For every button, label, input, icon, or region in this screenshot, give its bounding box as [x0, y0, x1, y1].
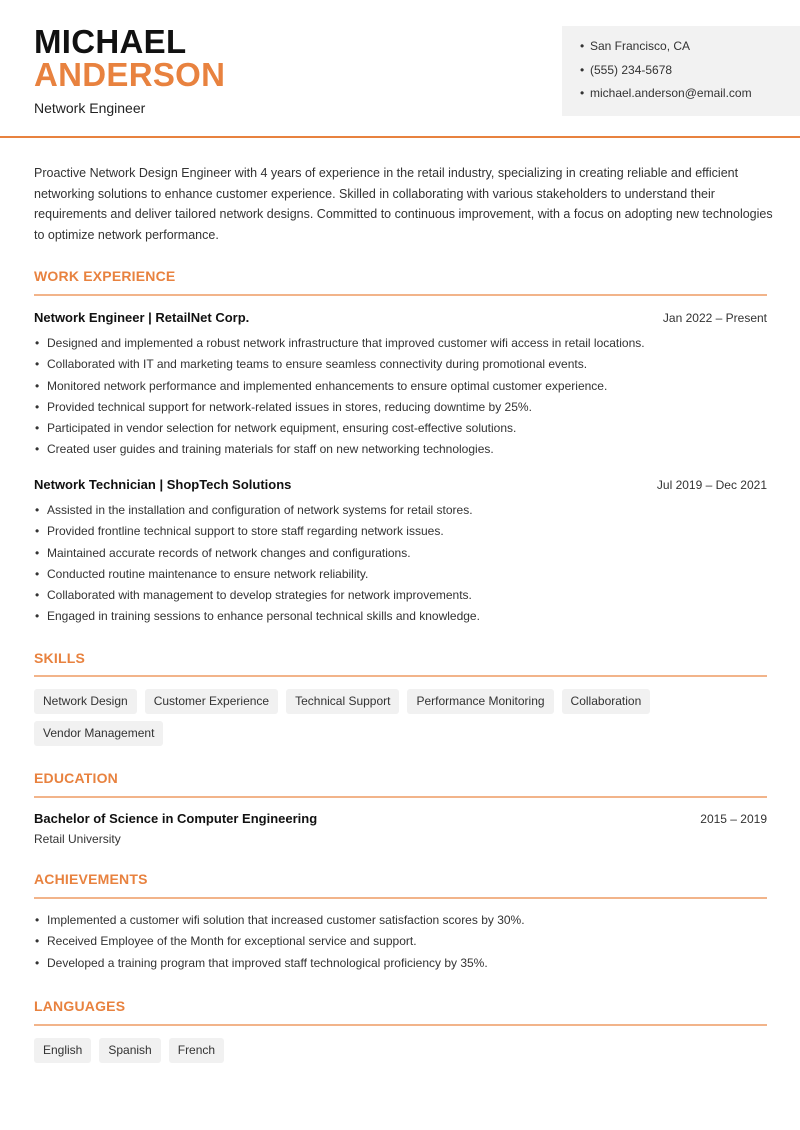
contact-location: • San Francisco, CA	[580, 36, 800, 60]
skills-tags	[34, 689, 774, 746]
summary-paragraph: Proactive Network Design Engineer with 4 years of experience in the retail industry, specializing in creating reliable and efficient networking solutions to enhance customer experience. Skilled in collaborating with various stakeholders to understand their requirements and deliver tailored network designs. Committed to continuous improvement, with a focus on adopting new technologies to optimize network performance.	[34, 166, 773, 243]
contact-box	[562, 26, 800, 116]
section-title-languages: LANGUAGES	[34, 998, 126, 1014]
education-dates: 2015 – 2019	[700, 812, 767, 826]
list-item: • Conducted routine maintenance to ensure network reliability.	[34, 564, 767, 585]
section-title-achievements: ACHIEVEMENTS	[34, 871, 148, 887]
section-title-education: EDUCATION	[34, 770, 118, 786]
list-item: • Assisted in the installation and configuration of network systems for retail stores.	[34, 500, 767, 521]
list-item: • Designed and implemented a robust network infrastructure that improved customer wifi access in retail locations.	[34, 333, 767, 354]
job-bullets	[34, 500, 767, 628]
education-degree: Bachelor of Science in Computer Engineering	[34, 811, 318, 826]
skill-tag: Network Design	[34, 689, 137, 714]
language-tags	[34, 1038, 774, 1063]
last-name: ANDERSON	[34, 56, 226, 93]
section-divider	[34, 1024, 767, 1026]
list-item: • Collaborated with management to develop strategies for network improvements.	[34, 585, 767, 606]
list-item: • Collaborated with IT and marketing teams to ensure seamless connectivity during promotional events.	[34, 354, 767, 375]
job-dates: Jul 2019 – Dec 2021	[656, 478, 767, 492]
job-dates: Jan 2022 – Present	[662, 311, 767, 325]
skill-tag: Technical Support	[286, 689, 399, 714]
job-heading: Network Technician | ShopTech Solutions	[34, 477, 292, 492]
skill-tag: Collaboration	[562, 689, 651, 714]
section-divider	[34, 897, 767, 899]
skill-tag: Vendor Management	[34, 721, 163, 746]
language-tag: Spanish	[99, 1038, 160, 1063]
list-item: • Maintained accurate records of network changes and configurations.	[34, 543, 767, 564]
skill-tag: Performance Monitoring	[407, 689, 553, 714]
language-tag: French	[169, 1038, 224, 1063]
section-title-skills: SKILLS	[34, 650, 85, 666]
achievement-bullets	[34, 910, 767, 974]
contact-email: • michael.anderson@email.com	[580, 83, 800, 107]
skill-tag: Customer Experience	[145, 689, 278, 714]
section-title-work: WORK EXPERIENCE	[34, 268, 176, 284]
list-item: • Engaged in training sessions to enhance personal technical skills and knowledge.	[34, 606, 767, 627]
list-item: • Participated in vendor selection for network equipment, ensuring cost-effective solutions.	[34, 418, 767, 439]
list-item: • Implemented a customer wifi solution that increased customer satisfaction scores by 30%.	[34, 910, 767, 931]
list-item: • Monitored network performance and implemented enhancements to ensure optimal customer experience.	[34, 376, 767, 397]
job-heading: Network Engineer | RetailNet Corp.	[34, 310, 250, 325]
section-divider	[34, 675, 767, 677]
first-name: MICHAEL	[34, 23, 187, 60]
language-tag: English	[34, 1038, 91, 1063]
list-item: • Created user guides and training materials for staff on new networking technologies.	[34, 439, 767, 460]
section-divider	[34, 294, 767, 296]
section-divider	[34, 796, 767, 798]
resume-header	[0, 0, 800, 138]
job-bullets	[34, 333, 767, 461]
education-school: Retail University	[34, 832, 121, 846]
contact-phone: • (555) 234-5678	[580, 60, 800, 84]
list-item: • Received Employee of the Month for exceptional service and support.	[34, 931, 767, 952]
list-item: • Provided technical support for network-related issues in stores, reducing downtime by 25%.	[34, 397, 767, 418]
list-item: • Developed a training program that improved staff technological proficiency by 35%.	[34, 953, 767, 974]
job-title: Network Engineer	[34, 100, 146, 116]
list-item: • Provided frontline technical support to store staff regarding network issues.	[34, 521, 767, 542]
